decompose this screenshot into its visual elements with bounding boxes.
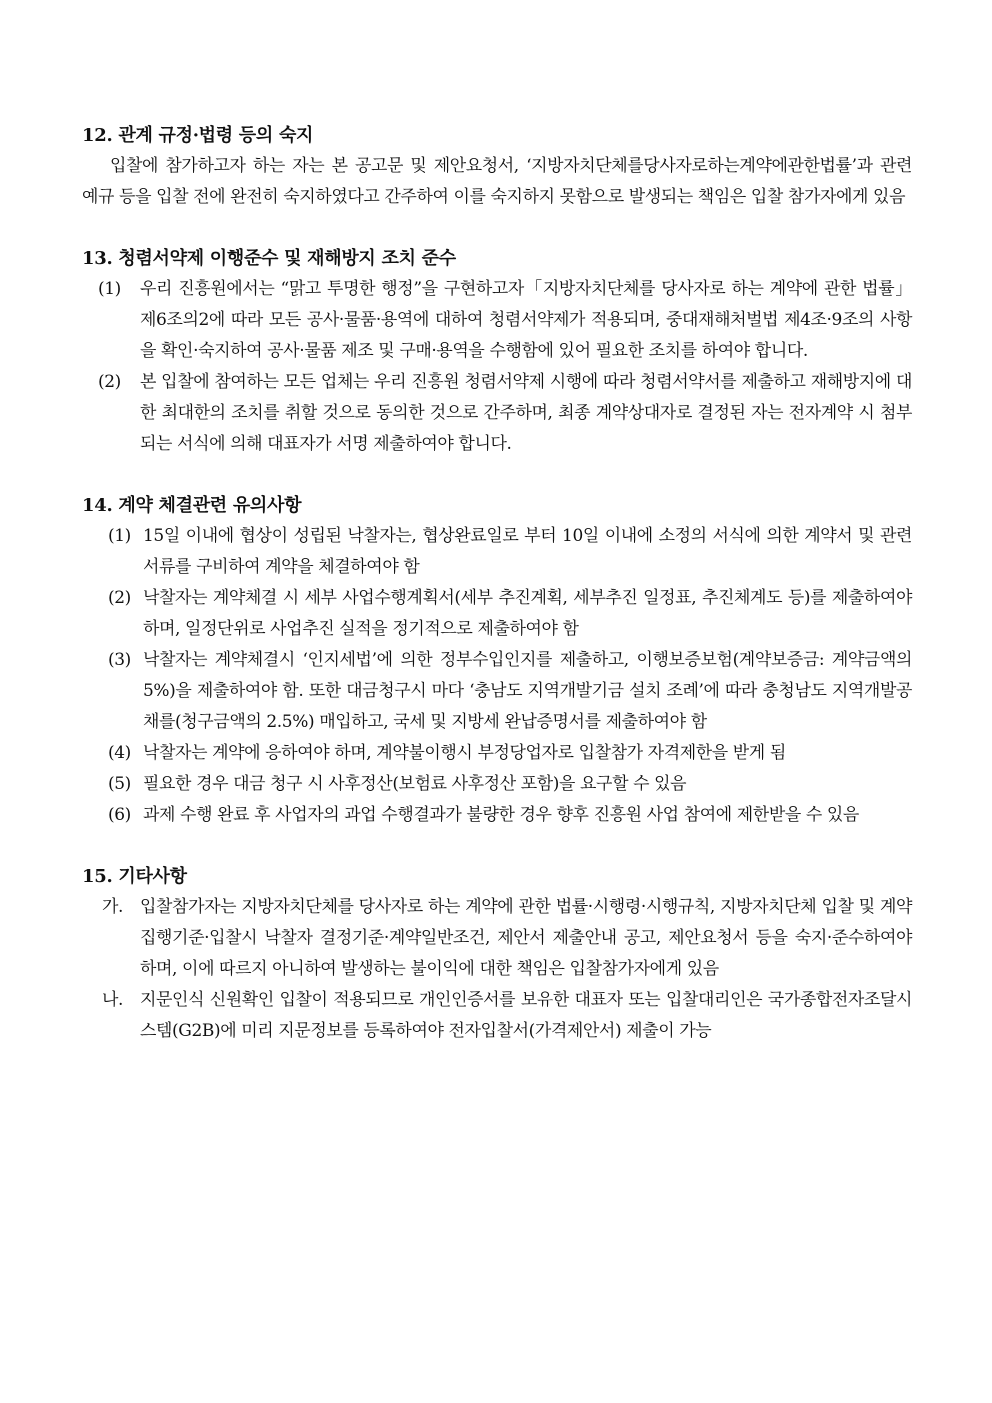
section-12 bbox=[82, 120, 912, 213]
list-item-text: 낙찰자는 계약체결시 ‘인지세법’에 의한 정부수입인지를 제출하고, 이행보증보험(계약보증금: 계약금액의 5%)을 제출하여야 함. 또한 대금청구시 마다 ‘충남도 지역개발기금 설치 조례’에 따라 충청남도 지역개발공채를(청구금액의 2.5%) 매입하고, 국세 및 지방세 완납증명서를 제출하여야 함 bbox=[143, 650, 912, 732]
section-heading: 14. 계약 체결관련 유의사항 bbox=[82, 495, 302, 516]
section-heading: 12. 관계 규정·법령 등의 숙지 bbox=[82, 125, 314, 146]
list-item bbox=[82, 985, 912, 1047]
list-item-text: 15일 이내에 협상이 성립된 낙찰자는, 협상완료일로 부터 10일 이내에 소정의 서식에 의한 계약서 및 관련서류를 구비하여 계약을 체결하여야 함 bbox=[143, 526, 912, 577]
list-marker: 나. bbox=[102, 990, 124, 1010]
section-14 bbox=[82, 490, 912, 831]
list-item-text: 과제 수행 완료 후 사업자의 과업 수행결과가 불량한 경우 향후 진흥원 사업 참여에 제한받을 수 있음 bbox=[143, 805, 859, 825]
list-item-text: 지문인식 신원확인 입찰이 적용되므로 개인인증서를 보유한 대표자 또는 입찰대리인은 국가종합전자조달시스템(G2B)에 미리 지문정보를 등록하여야 전자입찰서(가격제안서) 제출이 가능 bbox=[140, 990, 912, 1041]
list-marker: (5) bbox=[108, 774, 131, 794]
list-item bbox=[82, 645, 912, 738]
section-paragraph: 입찰에 참가하고자 하는 자는 본 공고문 및 제안요청서, ‘지방자치단체를당사자로하는계약에관한법률’과 관련 예규 등을 입찰 전에 완전히 숙지하였다고 간주하여 이를 숙지하지 못함으로 발생되는 책임은 입찰 참가자에게 있음 bbox=[82, 156, 912, 207]
section-13 bbox=[82, 243, 912, 460]
list-marker: (2) bbox=[98, 372, 121, 392]
list-marker: (1) bbox=[108, 526, 131, 546]
list-item-text: 본 입찰에 참여하는 모든 업체는 우리 진흥원 청렴서약제 시행에 따라 청렴서약서를 제출하고 재해방지에 대한 최대한의 조치를 취할 것으로 동의한 것으로 간주하며, 최종 계약상대자로 결정된 자는 전자계약 시 첨부되는 서식에 의해 대표자가 서명 제출하여야 합니다. bbox=[140, 372, 912, 454]
list-item bbox=[82, 800, 912, 831]
section-heading: 15. 기타사항 bbox=[82, 866, 187, 887]
list-marker: (6) bbox=[108, 805, 131, 825]
list-item-text: 우리 진흥원에서는 “맑고 투명한 행정”을 구현하고자「지방자치단체를 당사자로 하는 계약에 관한 법률」제6조의2에 따라 모든 공사·물품·용역에 대하여 청렴서약제가 적용되며, 중대재해처벌법 제4조·9조의 사항을 확인·숙지하여 공사·물품 제조 및 구매·용역을 수행함에 있어 필요한 조치를 하여야 합니다. bbox=[140, 279, 912, 361]
section-heading: 13. 청렴서약제 이행준수 및 재해방지 조치 준수 bbox=[82, 248, 456, 269]
list-marker: (3) bbox=[108, 650, 131, 670]
list-item bbox=[82, 769, 912, 800]
list-marker: (4) bbox=[108, 743, 131, 763]
list-item bbox=[82, 367, 912, 460]
list-item bbox=[82, 892, 912, 985]
section-15 bbox=[82, 861, 912, 1047]
document-page bbox=[82, 120, 912, 1077]
list-item bbox=[82, 583, 912, 645]
list-item bbox=[82, 738, 912, 769]
list-item-text: 낙찰자는 계약체결 시 세부 사업수행계획서(세부 추진계획, 세부추진 일정표, 추진체계도 등)를 제출하여야 하며, 일정단위로 사업추진 실적을 정기적으로 제출하여야 함 bbox=[143, 588, 912, 639]
list-item-text: 입찰참가자는 지방자치단체를 당사자로 하는 계약에 관한 법률·시행령·시행규칙, 지방자치단체 입찰 및 계약 집행기준·입찰시 낙찰자 결정기준·계약일반조건, 제안서 제출안내 공고, 제안요청서 등을 숙지·준수하여야 하며, 이에 따르지 아니하여 발생하는 불이익에 대한 책임은 입찰참가자에게 있음 bbox=[140, 897, 912, 979]
list-item-text: 낙찰자는 계약에 응하여야 하며, 계약불이행시 부정당업자로 입찰참가 자격제한을 받게 됨 bbox=[143, 743, 786, 763]
list-item bbox=[82, 521, 912, 583]
list-marker: (1) bbox=[98, 279, 121, 299]
list-marker: (2) bbox=[108, 588, 131, 608]
list-item-text: 필요한 경우 대금 청구 시 사후정산(보험료 사후정산 포함)을 요구할 수 있음 bbox=[143, 774, 687, 794]
list-item bbox=[82, 274, 912, 367]
list-marker: 가. bbox=[102, 897, 124, 917]
